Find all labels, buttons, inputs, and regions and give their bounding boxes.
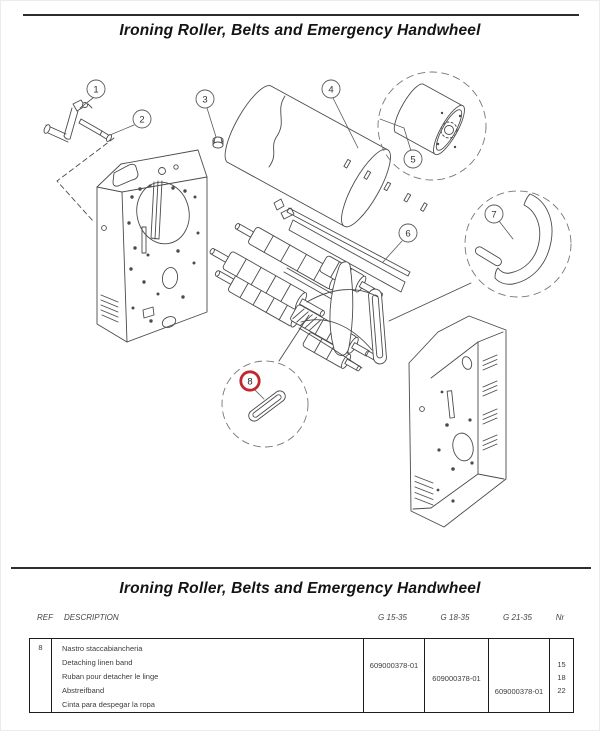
col-header-g18: G 18-35 [440, 613, 470, 622]
description-it: Nastro staccabiancheria [62, 643, 143, 653]
col-header-g15: G 15-35 [378, 613, 407, 622]
callout-4-label: 4 [328, 84, 334, 96]
description-es: Cinta para despegar la ropa [62, 700, 155, 710]
belt-rollers-assembly [206, 217, 387, 376]
fixing-bolt [79, 119, 113, 142]
part-number-g18-cell [424, 639, 488, 712]
part-number-g15: 609000378-01 [369, 661, 419, 670]
col-header-nr: Nr [555, 613, 565, 622]
description-de: Abstreifband [62, 686, 105, 696]
handwheel-hook-detail [465, 191, 571, 297]
callout-1-label: 1 [93, 84, 99, 96]
ref-cell: 8 [38, 643, 43, 652]
roller-end-detail [378, 72, 486, 180]
callout-7-label: 7 [491, 209, 497, 221]
callout-2-label: 2 [139, 114, 145, 126]
part-number-g15-cell [363, 639, 424, 712]
callout-5-label: 5 [410, 154, 416, 166]
callout-6-label: 6 [405, 228, 411, 240]
section-divider [11, 567, 591, 569]
callout-2 [133, 110, 151, 128]
part-number-g21: 609000378-01 [494, 687, 544, 696]
callout-6 [399, 224, 417, 242]
part-number-g18: 609000378-01 [432, 674, 481, 683]
callout-4 [322, 80, 340, 98]
left-side-panel [97, 150, 207, 342]
callout-1 [87, 80, 105, 98]
ironing-roller-cylinder [225, 86, 399, 233]
col-header-g21: G 21-35 [503, 613, 532, 622]
description-cell [51, 639, 363, 712]
callout-8-highlighted [241, 372, 259, 390]
detaching-band-detail [222, 361, 308, 447]
page-title: Ironing Roller, Belts and Emergency Handwheel [119, 22, 481, 39]
parts-table [29, 638, 574, 713]
nr-value-1: 15 [557, 660, 566, 669]
section-title: Ironing Roller, Belts and Emergency Handwheel [119, 580, 481, 597]
right-side-panel [409, 316, 506, 527]
callout-3 [196, 90, 214, 108]
nr-value-2: 18 [557, 673, 566, 682]
callout-3-label: 3 [202, 94, 208, 106]
nr-value-3: 22 [557, 686, 566, 695]
lock-nut [213, 137, 223, 148]
callout-8-label: 8 [247, 376, 253, 388]
nr-cell [549, 639, 573, 712]
col-header-ref: REF [37, 613, 53, 622]
description-en: Detaching linen band [62, 657, 133, 667]
callout-7 [485, 205, 503, 223]
part-number-g21-cell [488, 639, 549, 712]
description-fr: Ruban pour detacher le linge [62, 671, 159, 681]
callout-5 [404, 150, 422, 168]
col-header-description: DESCRIPTION [64, 613, 119, 622]
